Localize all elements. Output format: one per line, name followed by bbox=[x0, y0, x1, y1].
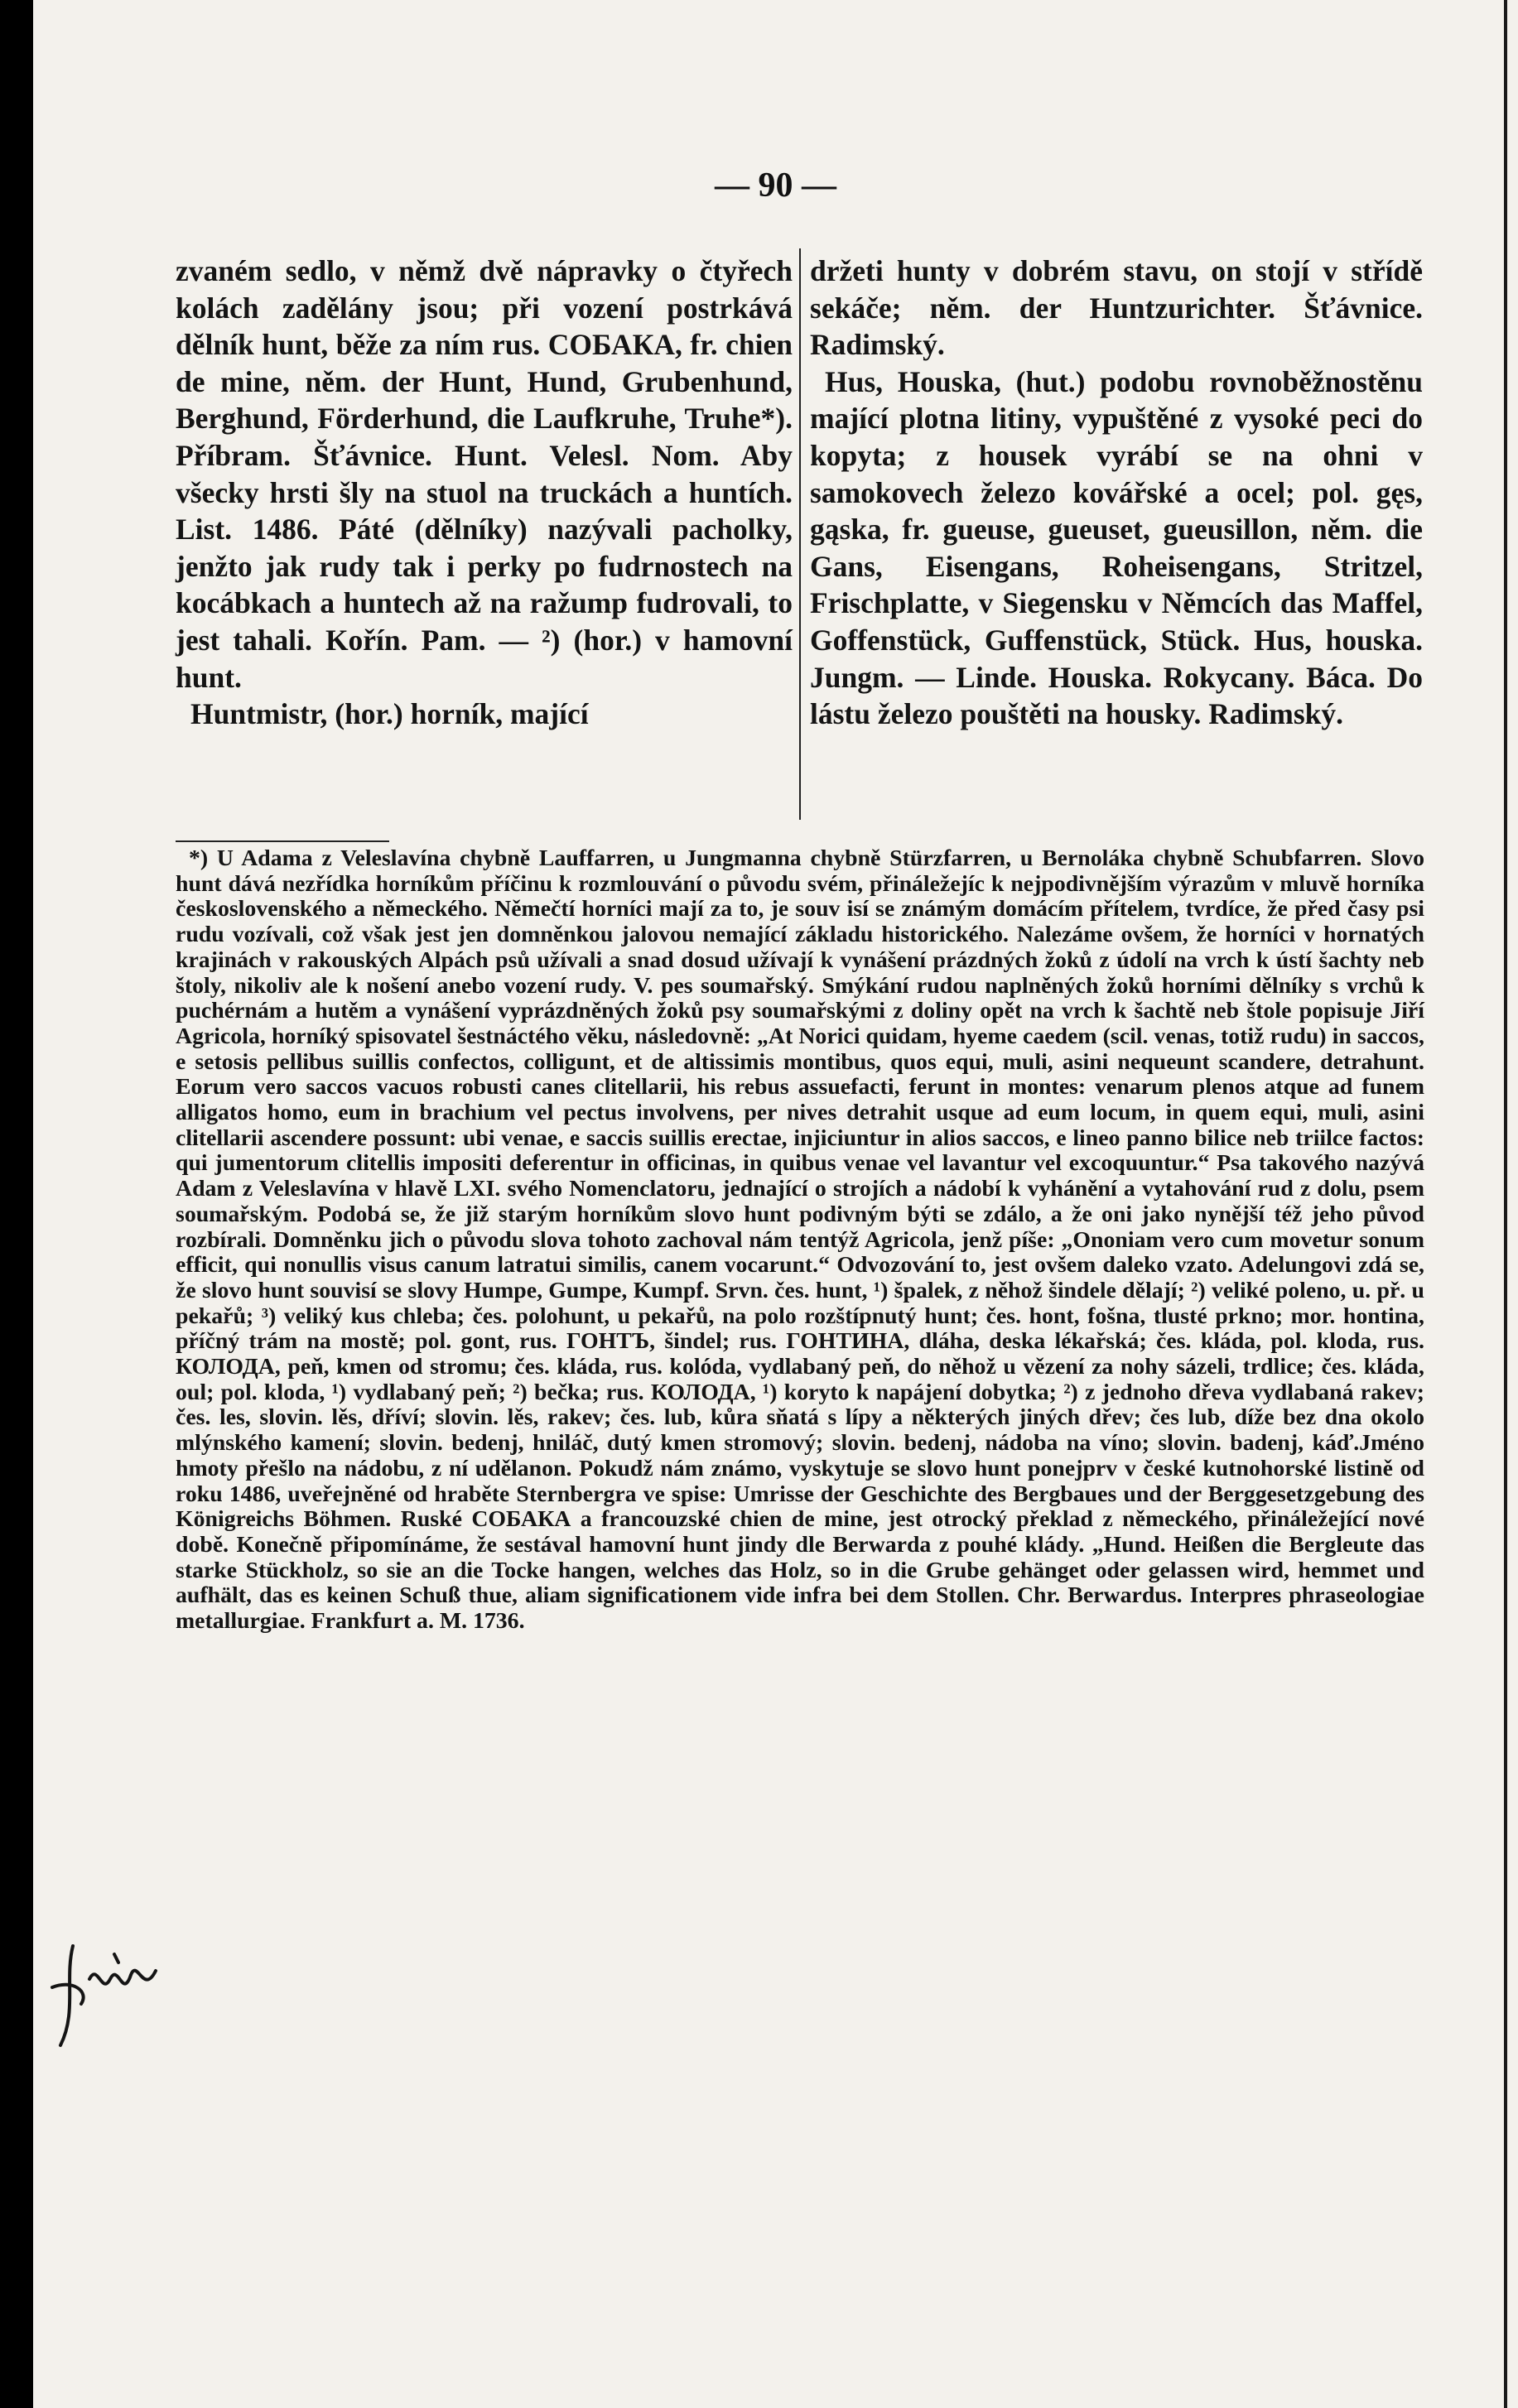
footnote-text: *) U Adama z Veleslavína chybně Lauffarren, u Jungmanna chybně Stürzfarren, u Bernoláka chybně Schubfarren. Slovo hunt dává nezřídka horníkům příčinu k rozmlouvání o původu svém, přináležejíc k nejpodivnějším výrazům v mluvě horníka československého a německého. Němečtí horníci mají za to, je souv isí se známým domácím přítelem, tvrdíce, že před časy psi rudu vozívali, což však jest jen domněnkou jalovou nemající základu historického. Nalezáme ovšem, že horníci v hornatých krajinách v rakouských Alpách psů užívali a snad dosud užívají k vynášení prázdných žoků z údolí na vrch k ústí šachty neb štoly, nikoliv ale k nošení anebo vození rudy. V. pes soumařský. Smýkání rudou naplněných žoků horními dělníky s vrchů k puchérnám a hutěm a vynášení vyprázdněných žoků psy soumařskými z doliny opět na vrch k šachtě neb štole popisuje Jiří Agricola, horníký spisovatel šestnáctého věku, následovně: „At Norici quidam, hyeme caedem (scil. venas, totiž rudu) in saccos, e setosis pellibus suillis confectos, colligunt, et de altissimis montibus, quos equi, muli, asini nequeunt scandere, detrahunt. Eorum vero saccos vacuos robusti canes clitellarii, his rebus assuefacti, ferunt in montes: venarum plenos atque ad funem alligatos homo, eum in brachium vel pectus involvens, per nives detrahit usque ad eum locum, in quem equi, muli, asini clitellarii ascendere possunt: ubi venae, e saccis suillis erectae, injiciuntur in alios saccos, e lineo panno bilice neb triilce factos: qui jumentorum clitellis impositi deferentur in officinas, in quibus venae vel lavantur vel excoquuntur.“ Psa takového nazývá Adam z Veleslavína v hlavě LXI. svého Nomenclatoru, jednající o strojích a nádobí k vyhánění a vytahování rud z dolu, psem soumařským. Podobá se, že již starým horníkům slovo hunt podivným býti se zdálo, a že oni jako nynější též jeho původ rozbírali. Domněnku jich o původu slova tohoto zachoval nám tentýž Agricola, jenž píše: „Ononiam vero cum movetur sonum efficit, qui nonullis visus canum latratui similis, canem vocarunt.“ Odvozování to, jest ovšem daleko vzato. Adelungovi zdá se, že slovo hunt souvisí se slovy Humpe, Gumpe, Kumpf. Srvn. čes. hunt, ¹) špalek, z něhož šindele dělají; ²) veliké poleno, u. př. u pekařů; ³) veliký kus chleba; čes. polohunt, u pekařů, na polo rozštípnutý hunt; čes. hont, fošna, tlusté prkno; mor. hontina, příčný trám na mostě; pol. gont, rus. ГОНТЪ, šindel; rus. ГОНТИНА, dláha, deska lékařská; čes. kláda, pol. kloda, rus. КОЛОДА, peň, kmen od stromu; čes. kláda, rus. kolóda, vydlabaný peň, do něhož u vězení za nohy sázeli, trdlice; čes. kláda, oul; pol. kloda, ¹) vydlabaný peň; ²) bečka; rus. КОЛОДА, ¹) koryto k napájení dobytka; ²) z jednoho dřeva vydlabaná rakev; čes. les, slovin. lěs, dříví; slovin. lěs, rakev; čes. lub, kůra sňatá s lípy a některých jiných dřev; čes lub, díže bez dna okolo mlýnského kamení; slovin. bedenj, hniláč, dutý kmen stromový; slovin. bedenj, nádoba na víno; slovin. badenj, káď.Jméno hmoty přešlo na nádobu, z ní udělanon. Pokudž nám známo, vyskytuje se slovo hunt ponejprv v české kutnohorské listině od roku 1486, uveřejněné od hraběte Sternbergra ve spise: Umrisse der Geschichte des Bergbaues und der Berggesetzgebung des Königreichs Böhmen. Ruské СОБАКА a francouzské chien de mine, jest otrocký překlad z německého, přináležející nové době. Konečně připomínáme, že sestával hamovní hunt jindy dle Berwarda z pouhé klády. „Hund. Heißen die Bergleute das starke Stückholz, so sie an die Tocke hangen, welches das Holz, so in die Grube gehänget oder gelassen wird, hemmet und aufhält, das es keinen Schuß thue, aliam significationem vide infra bei dem Stollen. Chr. Berwardus. Interpres phraseologiae metallurgiae. Frankfurt a. M. 1736. bbox=[176, 845, 1424, 1635]
footnote bbox=[176, 846, 1424, 1635]
page-edge-line bbox=[1504, 0, 1507, 2408]
handwriting-scribble-icon bbox=[40, 1929, 172, 2054]
right-paragraph-1: držeti hunty v dobrém stavu, on stojí v střídě sekáče; něm. der Huntzurichter. Šťávnice. Radimský. bbox=[810, 254, 1423, 362]
left-paragraph-2: Huntmistr, (hor.) horník, mající bbox=[190, 697, 589, 731]
page-number: — 90 — bbox=[715, 166, 836, 205]
left-paragraph-1: zvaném sedlo, v němž dvě nápravky o čtyřech kolách zadělány jsou; při vození postrkává dělník hunt, běže za ním rus. СОБАКА, fr. chien de mine, něm. der Hunt, Hund, Grubenhund, Berghund, Förderhund, die Laufkruhe, Truhe*). Příbram. Šťávnice. Hunt. Velesl. Nom. Aby všecky hrsti šly na stuol na truckách a huntích. List. 1486. Páté (dělníky) nazývali pacholky, jenžto jak rudy tak i perky po fudrnostech na kocábkach a huntech až na ražump fudrovali, to jest tahali. Kořín. Pam. — ²) (hor.) v hamovní hunt. bbox=[176, 254, 793, 694]
handwritten-margin-note bbox=[40, 1929, 172, 2054]
right-column bbox=[810, 253, 1423, 733]
left-column bbox=[176, 253, 793, 733]
page bbox=[33, 0, 1518, 2408]
right-paragraph-2: Hus, Houska, (hut.) podobu rovnoběžnostěnu mající plotna litiny, vypuštěné z vysoké peci do kopyta; z housek vyrábí se na ohni v samokovech železo kovářské a ocel; pol. gęs, gąska, fr. gueuse, gueuset, gueusillon, něm. die Gans, Eisengans, Roheisengans, Stritzel, Frischplatte, v Siegensku v Němcích das Maffel, Goffenstück, Guffenstück, Stück. Hus, houska. Jungm. — Linde. Houska. Rokycany. Báca. Do lástu železo pouštěti na housky. Radimský. bbox=[810, 364, 1423, 731]
footnote-divider bbox=[176, 840, 389, 842]
column-divider bbox=[799, 248, 801, 820]
